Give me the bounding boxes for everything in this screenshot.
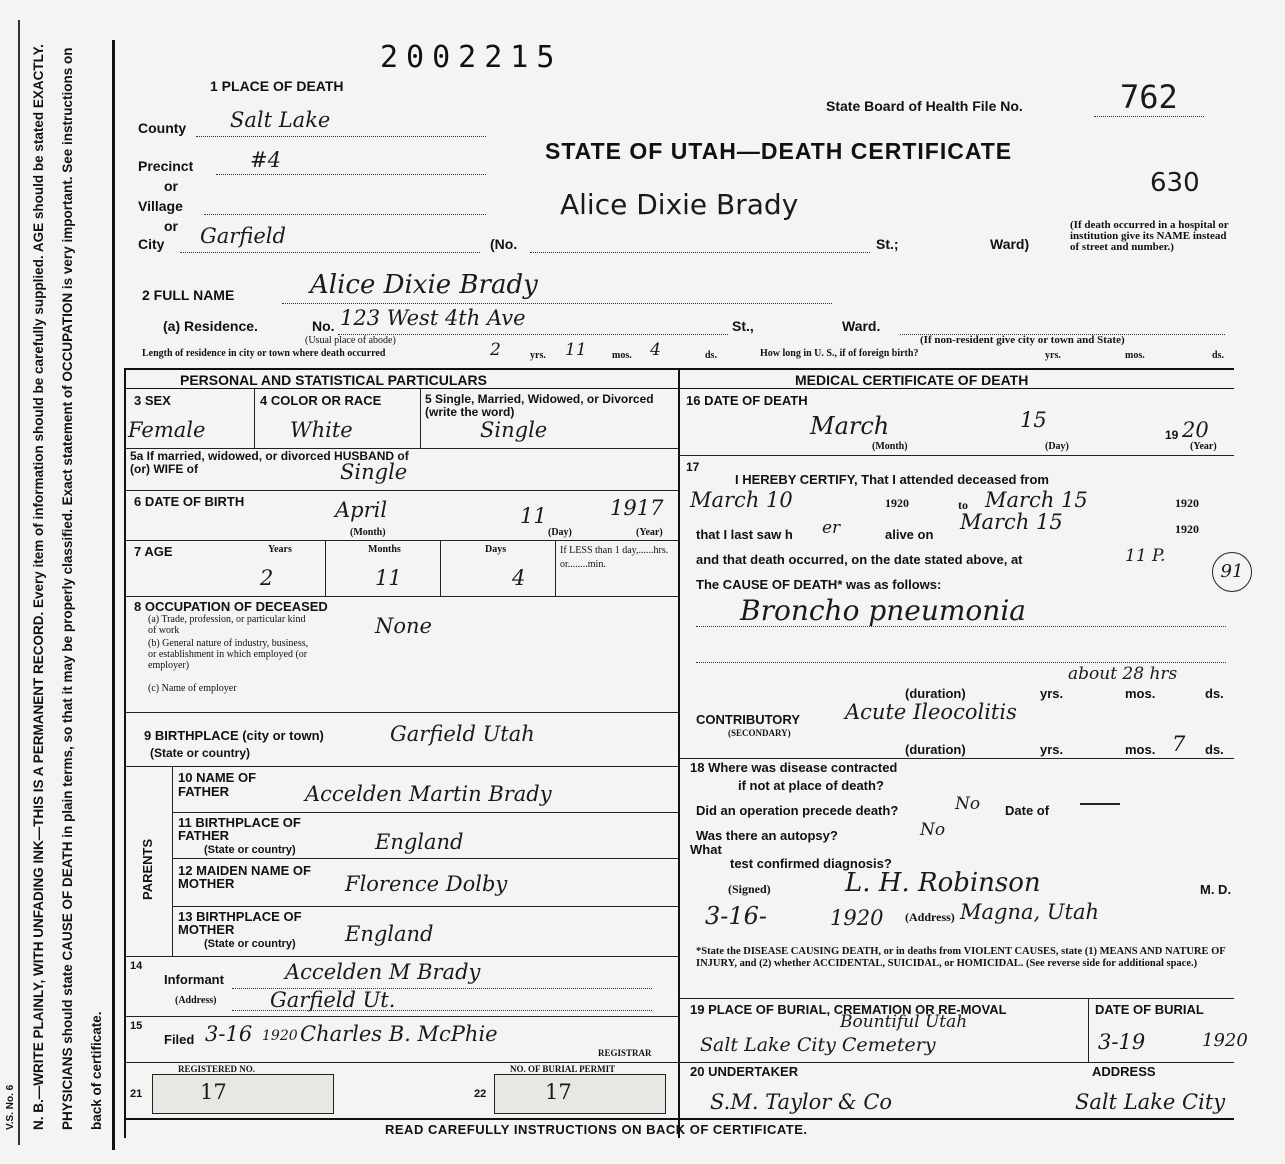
contributory-label: CONTRIBUTORY bbox=[696, 712, 800, 727]
cause-value: Broncho pneumonia bbox=[740, 594, 1026, 627]
father-birthplace-sub: (State or country) bbox=[204, 844, 296, 856]
burial-place-label-text: 19 PLACE OF BURIAL, CREMATION OR RE-MOVAL bbox=[690, 1002, 1007, 1017]
certify-text: I HEREBY CERTIFY, That I attended deceased from bbox=[735, 472, 1049, 487]
informant-value: Accelden M Brady bbox=[285, 960, 481, 984]
residence-ds-label: ds. bbox=[705, 350, 717, 361]
city-value: Garfield bbox=[200, 224, 286, 248]
certificate-title: STATE OF UTAH—DEATH CERTIFICATE bbox=[545, 138, 1013, 164]
parents-label: PARENTS bbox=[140, 838, 155, 900]
contrib-ds-label: ds. bbox=[1205, 742, 1224, 757]
spouse-value: Single bbox=[340, 460, 408, 484]
age-years: 2 bbox=[260, 566, 274, 590]
filed-number: 15 bbox=[130, 1020, 143, 1032]
alive-on-label: alive on bbox=[885, 527, 934, 542]
father-value: Accelden Martin Brady bbox=[305, 782, 552, 806]
residence-value: 123 West 4th Ave bbox=[340, 306, 526, 330]
residence-st-label: St., bbox=[732, 318, 754, 334]
father-label-text: 10 NAME OF FATHER bbox=[178, 770, 257, 799]
occupation-b bbox=[148, 638, 318, 671]
marital-label-text: 5 Single, Married, Widowed, or Divorced (write the word) bbox=[425, 392, 654, 419]
dob-month-caption: (Month) bbox=[350, 527, 386, 538]
mother-label-text: 12 MAIDEN NAME OF MOTHER bbox=[178, 863, 311, 891]
foreign-yrs-label: yrs. bbox=[1045, 350, 1061, 361]
cause-duration-label: (duration) bbox=[905, 686, 966, 701]
undertaker-value: S.M. Taylor & Co bbox=[710, 1090, 893, 1114]
registrar-value: Charles B. McPhie bbox=[300, 1022, 498, 1046]
secondary-label: (SECONDARY) bbox=[728, 728, 791, 738]
burial-date-label: DATE OF BURIAL bbox=[1095, 1002, 1204, 1017]
father-label bbox=[178, 771, 288, 799]
birthplace-value: Garfield Utah bbox=[390, 722, 535, 746]
length-of-residence-label: Length of residence in city or town where death occurred bbox=[142, 348, 386, 359]
typed-name: Alice Dixie Brady bbox=[560, 188, 799, 221]
informant-number: 14 bbox=[130, 960, 143, 972]
residence-no-label: No. bbox=[312, 318, 335, 334]
contrib-duration-label: (duration) bbox=[905, 742, 966, 757]
registered-no-value: 17 bbox=[200, 1080, 227, 1104]
death-day-caption: (Day) bbox=[1045, 441, 1069, 452]
precinct-value: #4 bbox=[250, 148, 281, 172]
occupation-c: (c) Name of employer bbox=[148, 683, 237, 694]
residence-years: 2 bbox=[490, 340, 501, 360]
less-than-note-text: If LESS than 1 day,......hrs. or........min. bbox=[560, 545, 669, 570]
filed-year: 1920 bbox=[262, 1028, 298, 1044]
what-label: What bbox=[690, 842, 722, 857]
autopsy-value: No bbox=[920, 820, 946, 840]
spouse-label-text: 5a If married, widowed, or divorced HUSBAND of (or) WIFE of bbox=[130, 449, 409, 476]
street-no-label: (No. bbox=[490, 236, 518, 252]
sex-value: Female bbox=[128, 418, 206, 442]
to-year: 1920 bbox=[1175, 496, 1199, 510]
residence-months: 11 bbox=[565, 340, 587, 360]
informant-label: Informant bbox=[164, 972, 224, 987]
signed-date: 3-16- bbox=[705, 902, 768, 930]
marital-label bbox=[425, 393, 675, 419]
hospital-note bbox=[1070, 220, 1235, 253]
residence-mos-label: mos. bbox=[612, 350, 632, 361]
color-value: White bbox=[290, 418, 353, 442]
foreign-ds-label: ds. bbox=[1212, 350, 1224, 361]
sex-label: 3 SEX bbox=[134, 393, 171, 408]
medical-footnote bbox=[696, 946, 1236, 970]
dob-day-caption: (Day) bbox=[548, 527, 572, 538]
death-month-caption: (Month) bbox=[872, 441, 908, 452]
md-label: M. D. bbox=[1200, 882, 1232, 897]
cause-duration-note: about 28 hrs bbox=[1068, 664, 1178, 684]
foreign-birth-label: How long in U. S., if of foreign birth? bbox=[760, 348, 919, 359]
occupation-a bbox=[148, 614, 308, 636]
occupation-b-text: (b) General nature of industry, business, or establishment in which employed (or employer) bbox=[148, 638, 309, 671]
county-value: Salt Lake bbox=[230, 108, 331, 132]
test-confirmed-label: test confirmed diagnosis? bbox=[730, 856, 892, 871]
mother-birthplace-sub: (State or country) bbox=[204, 938, 296, 950]
nonresident-note: (If non-resident give city or town and State) bbox=[920, 334, 1125, 346]
precinct-label: Precinct bbox=[138, 158, 194, 174]
street-ward-label: Ward) bbox=[990, 236, 1030, 252]
burial-date: 3-19 bbox=[1098, 1030, 1146, 1054]
registered-no-box bbox=[152, 1074, 334, 1114]
doctor-address-label: (Address) bbox=[905, 910, 955, 924]
form-number: V.S. No. 6 bbox=[5, 1084, 16, 1130]
birthplace-label: 9 BIRTHPLACE (city or town) bbox=[144, 728, 324, 743]
attended-from: March 10 bbox=[690, 488, 793, 512]
residence-label: (a) Residence. bbox=[163, 318, 258, 334]
village-label: Village bbox=[138, 198, 183, 214]
item-18b-label: if not at place of death? bbox=[738, 778, 884, 793]
burial-permit-label: NO. OF BURIAL PERMIT bbox=[510, 1064, 616, 1074]
registered-no-label: REGISTERED NO. bbox=[178, 1064, 256, 1074]
personal-particulars-header: PERSONAL AND STATISTICAL PARTICULARS bbox=[180, 372, 487, 388]
contrib-yrs-label: yrs. bbox=[1040, 742, 1064, 757]
age-years-caption: Years bbox=[268, 544, 292, 555]
operation-value: No bbox=[955, 794, 981, 814]
occupation-value: None bbox=[375, 614, 432, 638]
usual-place-caption: (Usual place of abode) bbox=[305, 335, 396, 346]
margin-instructions bbox=[24, 30, 114, 1130]
mother-birthplace-label-text: 13 BIRTHPLACE OF MOTHER bbox=[178, 909, 302, 937]
dob-label: 6 DATE OF BIRTH bbox=[134, 494, 245, 509]
cause-yrs-label: yrs. bbox=[1040, 686, 1064, 701]
death-day: 15 bbox=[1020, 408, 1047, 432]
residence-yrs-label: yrs. bbox=[530, 350, 546, 361]
to-label: to bbox=[958, 498, 968, 512]
residence-days: 4 bbox=[650, 340, 661, 360]
contrib-ds-value: 7 bbox=[1172, 732, 1186, 756]
attended-to: March 15 bbox=[985, 488, 1088, 512]
death-year-caption: (Year) bbox=[1190, 441, 1217, 452]
age-months: 11 bbox=[375, 566, 402, 590]
signed-label: (Signed) bbox=[728, 882, 771, 896]
less-than-note bbox=[560, 544, 675, 572]
date-of-death-label: 16 DATE OF DEATH bbox=[686, 393, 808, 408]
mother-birthplace-label bbox=[178, 910, 328, 936]
last-saw-year: 1920 bbox=[1175, 522, 1199, 536]
full-name-label: 2 FULL NAME bbox=[142, 287, 235, 303]
death-occurred-label: and that death occurred, on the date stated above, at bbox=[696, 552, 1023, 567]
dob-year: 1917 bbox=[610, 496, 664, 520]
cause-mos-label: mos. bbox=[1125, 686, 1156, 701]
filed-date: 3-16 bbox=[205, 1022, 253, 1046]
full-name-value: Alice Dixie Brady bbox=[310, 270, 538, 300]
signature-value: L. H. Robinson bbox=[845, 868, 1041, 898]
birthplace-sublabel: (State or country) bbox=[150, 746, 251, 760]
residence-ward-label: Ward. bbox=[842, 318, 881, 334]
item-17-number: 17 bbox=[686, 460, 700, 474]
age-days: 4 bbox=[512, 566, 526, 590]
informant-address: Garfield Ut. bbox=[270, 988, 396, 1012]
undertaker-label: 20 UNDERTAKER bbox=[690, 1064, 799, 1079]
registered-no-field: 21 bbox=[130, 1088, 143, 1100]
occupation-a-text: (a) Trade, profession, or particular kind of work bbox=[148, 614, 306, 636]
doctor-address: Magna, Utah bbox=[960, 900, 1100, 924]
city-label: City bbox=[138, 236, 165, 252]
cause-ds-label: ds. bbox=[1205, 686, 1224, 701]
mother-value: Florence Dolby bbox=[345, 872, 508, 896]
father-birthplace-label-text: 11 BIRTHPLACE OF FATHER bbox=[178, 815, 301, 843]
father-birthplace-label bbox=[178, 816, 328, 842]
last-saw-date: March 15 bbox=[960, 510, 1063, 534]
father-birthplace-value: England bbox=[375, 830, 464, 854]
or-label-2: or bbox=[164, 218, 178, 234]
death-year: 20 bbox=[1182, 418, 1209, 442]
contributory-value: Acute Ileocolitis bbox=[845, 700, 1017, 724]
medical-footnote-text: *State the DISEASE CAUSING DEATH, or in deaths from VIOLENT CAUSES, state (1) MEANS AND NATURE OF INJURY, and (2) whether ACCIDENTAL, SUICIDAL, or HOMICIDAL. (See reverse side for additional space.) bbox=[696, 946, 1226, 969]
file-no-value: 762 bbox=[1120, 78, 1178, 116]
occupation-label: 8 OCCUPATION OF DECEASED bbox=[134, 599, 328, 614]
death-year-prefix: 19 bbox=[1165, 428, 1179, 442]
color-label: 4 COLOR OR RACE bbox=[260, 393, 382, 408]
marital-value: Single bbox=[480, 418, 548, 442]
contrib-mos-label: mos. bbox=[1125, 742, 1156, 757]
burial-address-value: Salt Lake City bbox=[1075, 1090, 1226, 1114]
cause-of-death-label: The CAUSE OF DEATH* was as follows: bbox=[696, 577, 942, 592]
medical-certificate-header: MEDICAL CERTIFICATE OF DEATH bbox=[795, 372, 1029, 388]
age-label: 7 AGE bbox=[134, 544, 173, 559]
last-saw-her: er bbox=[822, 518, 841, 538]
burial-address-label: ADDRESS bbox=[1092, 1064, 1156, 1079]
age-months-caption: Months bbox=[368, 544, 401, 555]
margin-instructions-text: N. B.—WRITE PLAINLY, WITH UNFADING INK—THIS IS A PERMANENT RECORD. Every item of information should be carefully supplied. AGE should be stated EXACTLY. PHYSICIANS should state CAUSE OF DEATH in plain terms, so that it may be properly classified. Exact statement of OCCUPATION is very important. See instructions on back of certificate. bbox=[31, 44, 104, 1130]
signed-year: 1920 bbox=[830, 906, 884, 930]
dob-day: 11 bbox=[520, 504, 547, 528]
burial-year: 1920 bbox=[1202, 1030, 1248, 1051]
burial-permit-field: 22 bbox=[474, 1088, 487, 1100]
cause-code-text: 91 bbox=[1220, 561, 1244, 582]
dob-month: April bbox=[335, 498, 388, 522]
street-st-label: St.; bbox=[876, 236, 899, 252]
burial-place-over: Bountiful Utah bbox=[840, 1012, 968, 1032]
date-of-label: Date of bbox=[1005, 803, 1050, 818]
informant-address-label: (Address) bbox=[175, 995, 217, 1006]
last-saw-label: that I last saw h bbox=[696, 527, 793, 542]
mother-label bbox=[178, 864, 358, 890]
margin-rule bbox=[18, 20, 20, 1145]
mother-birthplace-value: England bbox=[345, 922, 434, 946]
death-time: 11 P. bbox=[1125, 546, 1166, 566]
burial-permit-value: 17 bbox=[545, 1080, 572, 1104]
footer-instructions: READ CAREFULLY INSTRUCTIONS ON BACK OF CERTIFICATE. bbox=[385, 1122, 808, 1137]
from-year: 1920 bbox=[885, 496, 909, 510]
item-18-label: 18 Where was disease contracted bbox=[690, 760, 898, 775]
operation-label: Did an operation precede death? bbox=[696, 803, 899, 818]
county-label: County bbox=[138, 120, 187, 136]
foreign-mos-label: mos. bbox=[1125, 350, 1145, 361]
place-of-death-heading: 1 PLACE OF DEATH bbox=[210, 78, 344, 94]
file-no-label: State Board of Health File No. bbox=[826, 98, 1023, 114]
serial-number: 2002215 bbox=[380, 40, 563, 75]
registrar-label: REGISTRAR bbox=[598, 1048, 652, 1058]
death-month: March bbox=[810, 412, 890, 440]
filed-label: Filed bbox=[164, 1032, 195, 1047]
cause-code bbox=[1212, 552, 1252, 592]
or-label-1: or bbox=[164, 178, 178, 194]
note-number: 630 bbox=[1150, 168, 1200, 198]
dob-year-caption: (Year) bbox=[636, 527, 663, 538]
autopsy-label: Was there an autopsy? bbox=[696, 828, 838, 843]
burial-permit-box bbox=[494, 1074, 666, 1114]
age-days-caption: Days bbox=[485, 544, 507, 555]
burial-place-value: Salt Lake City Cemetery bbox=[700, 1034, 936, 1056]
hospital-note-text: (If death occurred in a hospital or institution give its NAME instead of street and number.) bbox=[1070, 219, 1229, 253]
